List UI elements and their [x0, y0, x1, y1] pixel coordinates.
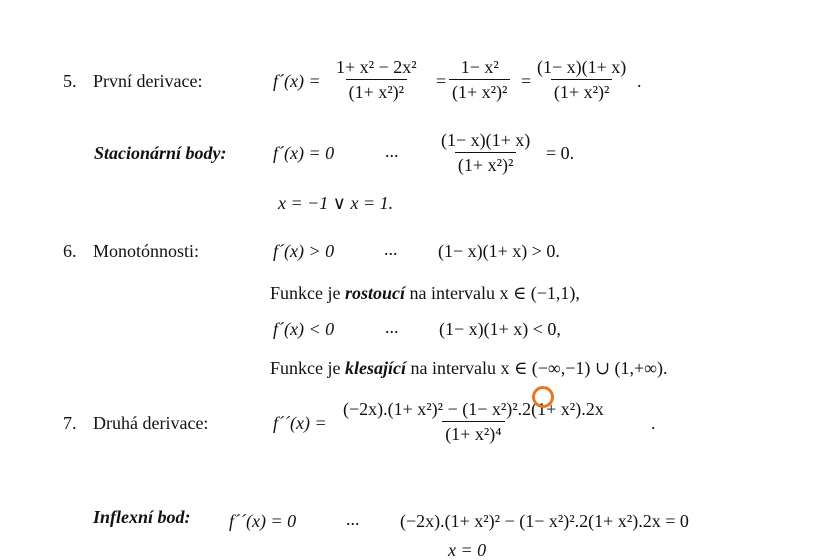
first-derivative-lhs: f´(x) = [273, 71, 321, 91]
fraction-numerator: 1− x² [460, 57, 499, 77]
fraction-numerator: (1− x)(1+ x) [537, 57, 627, 77]
statement-suffix: na intervalu x ∈ (−∞,−1) ∪ (1,+∞). [405, 358, 668, 378]
decreasing-statement [270, 359, 667, 377]
period: . [637, 71, 642, 91]
statement-prefix: Funkce je [270, 358, 345, 378]
first-derivative-fraction-1 [333, 58, 420, 101]
section-6-number: 6. [63, 241, 77, 261]
statement-prefix: Funkce je [270, 283, 345, 303]
statement-suffix: na intervalu x ∈ (−1,1), [405, 283, 580, 303]
increasing-inequality: (1− x)(1+ x) > 0. [438, 241, 560, 261]
ellipsis: ... [384, 239, 398, 259]
decreasing-inequality: (1− x)(1+ x) < 0, [439, 319, 561, 339]
first-derivative-fraction-3 [534, 58, 629, 101]
ellipsis: ... [385, 317, 399, 337]
ellipsis: ... [385, 141, 399, 161]
keyword-increasing: rostoucí [344, 283, 405, 303]
inflection-point-label: Inflexní bod: [93, 507, 191, 527]
increasing-condition: f´(x) > 0 [273, 241, 335, 261]
equals-sign: = [521, 71, 532, 91]
fraction-denominator: (1+ x²)² [455, 152, 516, 174]
highlight-circle-marker [532, 386, 554, 408]
fraction-denominator: (1+ x²)² [346, 79, 407, 101]
fraction-denominator: (1+ x²)⁴ [442, 421, 504, 443]
inflection-equation: (−2x).(1+ x²)² − (1− x²)².2(1+ x²).2x = 0 [400, 511, 689, 531]
fraction-denominator: (1+ x²)² [449, 79, 510, 101]
second-derivative-lhs: f´´(x) = [273, 413, 327, 433]
stationary-condition: f´(x) = 0 [273, 143, 335, 163]
second-derivative-fraction [340, 400, 607, 443]
fraction-numerator: (1− x)(1+ x) [441, 130, 531, 150]
section-5-label: První derivace: [93, 71, 203, 91]
equals-sign: = [436, 71, 447, 91]
fraction-numerator: 1+ x² − 2x² [336, 57, 417, 77]
first-derivative-fraction-2 [449, 58, 510, 101]
section-7-label: Druhá derivace: [93, 413, 209, 433]
stationary-roots: x = −1 ∨ x = 1. [278, 193, 394, 213]
inflection-condition: f´´(x) = 0 [229, 511, 297, 531]
fraction-numerator: (−2x).(1+ x²)² − (1− x²)².2(1+ x²).2x [343, 399, 604, 419]
section-7-number: 7. [63, 413, 77, 433]
section-6-label: Monotónnosti: [93, 241, 200, 261]
keyword-decreasing: klesající [344, 358, 406, 378]
period: . [651, 413, 656, 433]
increasing-statement [270, 284, 580, 302]
stationary-rhs: = 0. [546, 143, 575, 163]
fraction-denominator: (1+ x²)² [551, 79, 612, 101]
ellipsis: ... [346, 509, 360, 529]
section-5-number: 5. [63, 71, 77, 91]
stationary-points-label: Stacionární body: [94, 143, 227, 163]
inflection-result: x = 0 [448, 540, 487, 560]
decreasing-condition: f´(x) < 0 [273, 319, 335, 339]
stationary-fraction [438, 131, 533, 174]
